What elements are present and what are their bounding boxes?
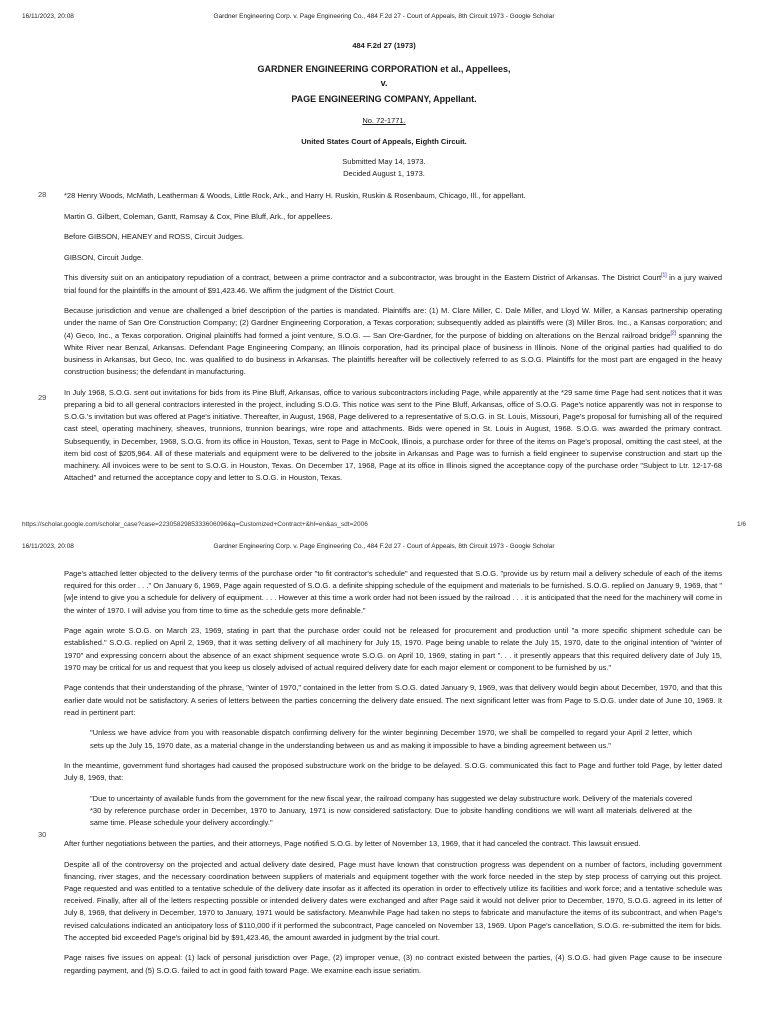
paragraph-text: in a jury waived trial found for the plaintiffs in the amount of $91,423.46. We affirm the judgment of the District Court.	[64, 273, 722, 295]
print-header	[22, 13, 746, 25]
block-quote: "Unless we have advice from you with reasonable dispatch confirming delivery for the winter beginning December 1970, we shall be compelled to regard your April 2 letter, which sets up the July 15, 1970 date, as a material change in the understanding between us and as making it impossible to have a binding agreement between us."	[90, 728, 692, 750]
print-url: https://scholar.google.com/scholar_case?case=2230582985333606096&q=Customized+Contract+&hl=en&as_sdt=2006	[22, 521, 368, 528]
opinion-paragraph: In July 1968, S.O.G. sent out invitations for bids from its Pine Bluff, Arkansas, office to various subcontractors including Page, while apparently at the *29 same time Page had sent notices that it was preparing a bid to all general contractors interested in the project, including S.O.G. This notice was sent to the Pine Bluff, Arkansas, office of S.O.G. Page's notice apparently was not in response to S.O.G.'s invitation but was offered at Page's initiative. Thereafter, in August, 1968, Page delivered to a representative of S.O.G. in St. Louis, Missouri, Page's proposal for furnishing all of the required cast steel, operating machinery, sheaves, trunnions, trunnion bearings, wire rope and attachments. Bids were opened in St. Louis in August, 1968. S.O.G. was awarded the primary contract. Subsequently, in December, 1968, S.O.G. from its office in Houston, Texas, sent to Page in McCook, Illinois, a purchase order for three of the items on Page's proposal, omitting the cast steel, at the item bid cost of $205,964. All of these materials and equipment were to be delivered to the jobsite in Arkansas and Page was to furnish a field engineer to supervise construction and start up the machinery. All invoices were to be sent to S.O.G. in Houston, Texas. On December 17, 1968, Page at its office in Illinois signed the acceptance copy of the purchase order "Subject to Ltr. 12-17-68 Attached" and returned the acceptance copy and letter to S.O.G. in Houston, Texas.	[64, 387, 722, 483]
print-page-number: 1/6	[736, 521, 746, 528]
case-citation: 484 F.2d 27 (1973)	[352, 41, 416, 50]
block-quote: "Due to uncertainty of available funds from the government for the new fiscal year, the railroad company has suggested we delay substructure work. Delivery of the materials covered *30 by reference purchase order in December, 1970 to January, 1971 is now considered satisfactory. Due to jobsite handling conditions we will want all materials delivered at the same time. Please schedule your delivery accordingly."	[90, 794, 692, 828]
opinion-body-page1	[64, 190, 722, 493]
paragraph-text: This diversity suit on an anticipatory repudiation of a contract, between a prime contractor and a subcontractor, was brought in the Eastern District of Arkansas. The District Court	[64, 273, 662, 283]
footnote-link[interactable]: [2]	[670, 330, 677, 337]
opinion-paragraph: Page's attached letter objected to the delivery terms of the purchase order "to fit contractor's schedule" and requested that S.O.G. "provide us by return mail a delivery schedule of each of the items required for this order . . ." On January 6, 1969, Page again requested of S.O.G. a definite shipping schedule of the equipment and materials to be furnished. S.O.G. replied on January 9, 1969, that "[w]e intend to give you a schedule for delivery of equipment. . . . However at this time a work order had not been issued by the railroad . . . it is anticipated that the need for the machinery will come in the winter of 1970. I will advise you from time to time as the schedule gets more definable."	[64, 569, 722, 615]
print-page-title: Gardner Engineering Corp. v. Page Engineering Co., 484 F.2d 27 - Court of Appeals, 8th Circuit 1973 - Google Scholar	[213, 543, 555, 550]
paragraph-text: Because jurisdiction and venue are challenged a brief description of the parties is mandated. Plaintiffs are: (1) M. Clare Miller, C. Dale Miller, and Lloyd W. Miller, a Kansas partnership operating under the name of San Ore Construction Company; (2) Gardner Engineering Corporation, a Texas corporation; subsequently added as plaintiffs were (3) Miller Bros. Inc., a Kansas corporation; and (4) Geco, Inc., a Texas corporation. Original plaintiffs had formed a joint venture, S.O.G. — San Ore-Gardner, for the purpose of bidding on alterations on the Benzal railroad bridge	[64, 306, 722, 340]
opinion-paragraph: In the meantime, government fund shortages had caused the proposed substructure work on the bridge to be delayed. S.O.G. communicated this fact to Page and further told Page, by letter dated July 8, 1969, that:	[64, 761, 722, 783]
print-datetime: 16/11/2023, 20:08	[22, 13, 74, 20]
opinion-body-page2	[64, 568, 722, 985]
page-marker-30: 30	[38, 830, 47, 839]
opinion-paragraph: Despite all of the controversy on the projected and actual delivery date desired, Page must have known that construction progress was dependent on a number of factors, including government financing, river stages, and the necessary coordination between suppliers of materials and equipment together with the work force needed in the step by step process of carrying out this project. Page requested and was entitled to a tentative schedule of the delivery date insofar as it affected its operation in order to effectively utilize its facilities and work force; and a tentative schedule was received. Finally, after all of the letters respecting possible or intended delivery dates were exchanged and after Page said it would not deliver prior to December, 1970, S.O.G. agreed in its letter of July 8, 1969, that delivery in December, 1970 to January, 1971 would be satisfactory. Meanwhile Page had taken no steps to fabricate and manufacture the items of its subcontract, and when Page's revised calculations indicated an anticipatory loss of $110,000 if it performed the subcontract, Page canceled on November 13, 1969. Upon Page's cancellation, S.O.G. re-submitted the item for bids. The accepted bid exceeded Page's original bid by $91,423.46, the amount awarded in judgment by the trial court.	[64, 859, 722, 942]
decided-date: Decided August 1, 1973.	[343, 169, 425, 178]
opinion-paragraph	[64, 272, 722, 296]
case-party-appellees: GARDNER ENGINEERING CORPORATION et al., Appellees,	[257, 64, 511, 74]
page-marker-29: 29	[38, 393, 47, 402]
docket-number-link[interactable]: No. 72-1771.	[362, 116, 406, 125]
opinion-paragraph: Page again wrote S.O.G. on March 23, 1969, stating in part that the purchase order could not be released for procurement and production until "a more specific shipment schedule can be established." S.O.G. replied on April 2, 1969, that it was setting delivery of all machinery for July 15, 1970. Page being unable to relate the July 15, 1970, date to the original intention of "winter of 1970" and expressing concern about the absence of an exact shipment sequence wrote S.O.G. on April 10, 1969, stating in part ". . . it presently appears that this required delivery date of July 15, 1970 may be critical for us and request that you keep us closely advised of actual required delivery date for each major element or component to be furnished by us."	[64, 626, 722, 672]
opinion-paragraph: Page raises five issues on appeal: (1) lack of personal jurisdiction over Page, (2) improper venue, (3) no contract existed between the parties, (4) S.O.G. had given Page cause to be insecure regarding payment, and (5) S.O.G. failed to act in good faith toward Page. We examine each issue seriatim.	[64, 953, 722, 975]
opinion-paragraph: Page contends that their understanding of the phrase, "winter of 1970," contained in the letter from S.O.G. dated January 9, 1969, was that delivery would begin about December, 1970, and that this earlier date would not be satisfactory. A series of letters between the parties concerning the delivery date ensued. The next significant letter was from Page to S.O.G. under date of June 10, 1969. It read in pertinent part:	[64, 683, 722, 717]
submitted-date: Submitted May 14, 1973.	[342, 157, 426, 166]
footnote-link[interactable]: [1]	[661, 272, 667, 279]
case-party-versus: v.	[380, 78, 388, 88]
paragraph-text: spanning the White River near Benzal, Arkansas. Defendant Page Engineering Company, an Illinois corporation, had its principal place of business in Illinois. None of the original parties had qualified to do business in Arkansas, but Geco, Inc. was qualified to do business in Arkansas. The plaintiffs hereafter will be collectively referred to as S.O.G. Plaintiffs for the most part are engaged in the heavy construction business; the defendant in manufacturing.	[64, 330, 722, 377]
counsel-appellant: *28 Henry Woods, McMath, Leatherman & Woods, Little Rock, Ark., and Harry H. Ruskin, Ruskin & Rosenbaum, Chicago, Ill., for appellant.	[64, 191, 526, 200]
print-footer	[22, 521, 746, 528]
opinion-paragraph: After further negotiations between the parties, and their attorneys, Page notified S.O.G. by letter of November 13, 1969, that it had canceled the contract. This lawsuit ensued.	[64, 839, 641, 848]
counsel-appellees: Martin G. Gilbert, Coleman, Gantt, Ramsay & Cox, Pine Bluff, Ark., for appellees.	[64, 211, 333, 221]
case-party-appellant: PAGE ENGINEERING COMPANY, Appellant.	[291, 94, 477, 104]
print-page-title: Gardner Engineering Corp. v. Page Engineering Co., 484 F.2d 27 - Court of Appeals, 8th Circuit 1973 - Google Scholar	[213, 13, 555, 20]
authoring-judge: GIBSON, Circuit Judge.	[64, 252, 144, 262]
print-header	[22, 543, 746, 555]
court-name: United States Court of Appeals, Eighth Circuit.	[301, 137, 467, 146]
opinion-paragraph	[64, 305, 722, 378]
print-datetime: 16/11/2023, 20:08	[22, 543, 74, 550]
page-marker-28: 28	[38, 190, 47, 199]
panel-judges: Before GIBSON, HEANEY and ROSS, Circuit Judges.	[64, 232, 244, 242]
